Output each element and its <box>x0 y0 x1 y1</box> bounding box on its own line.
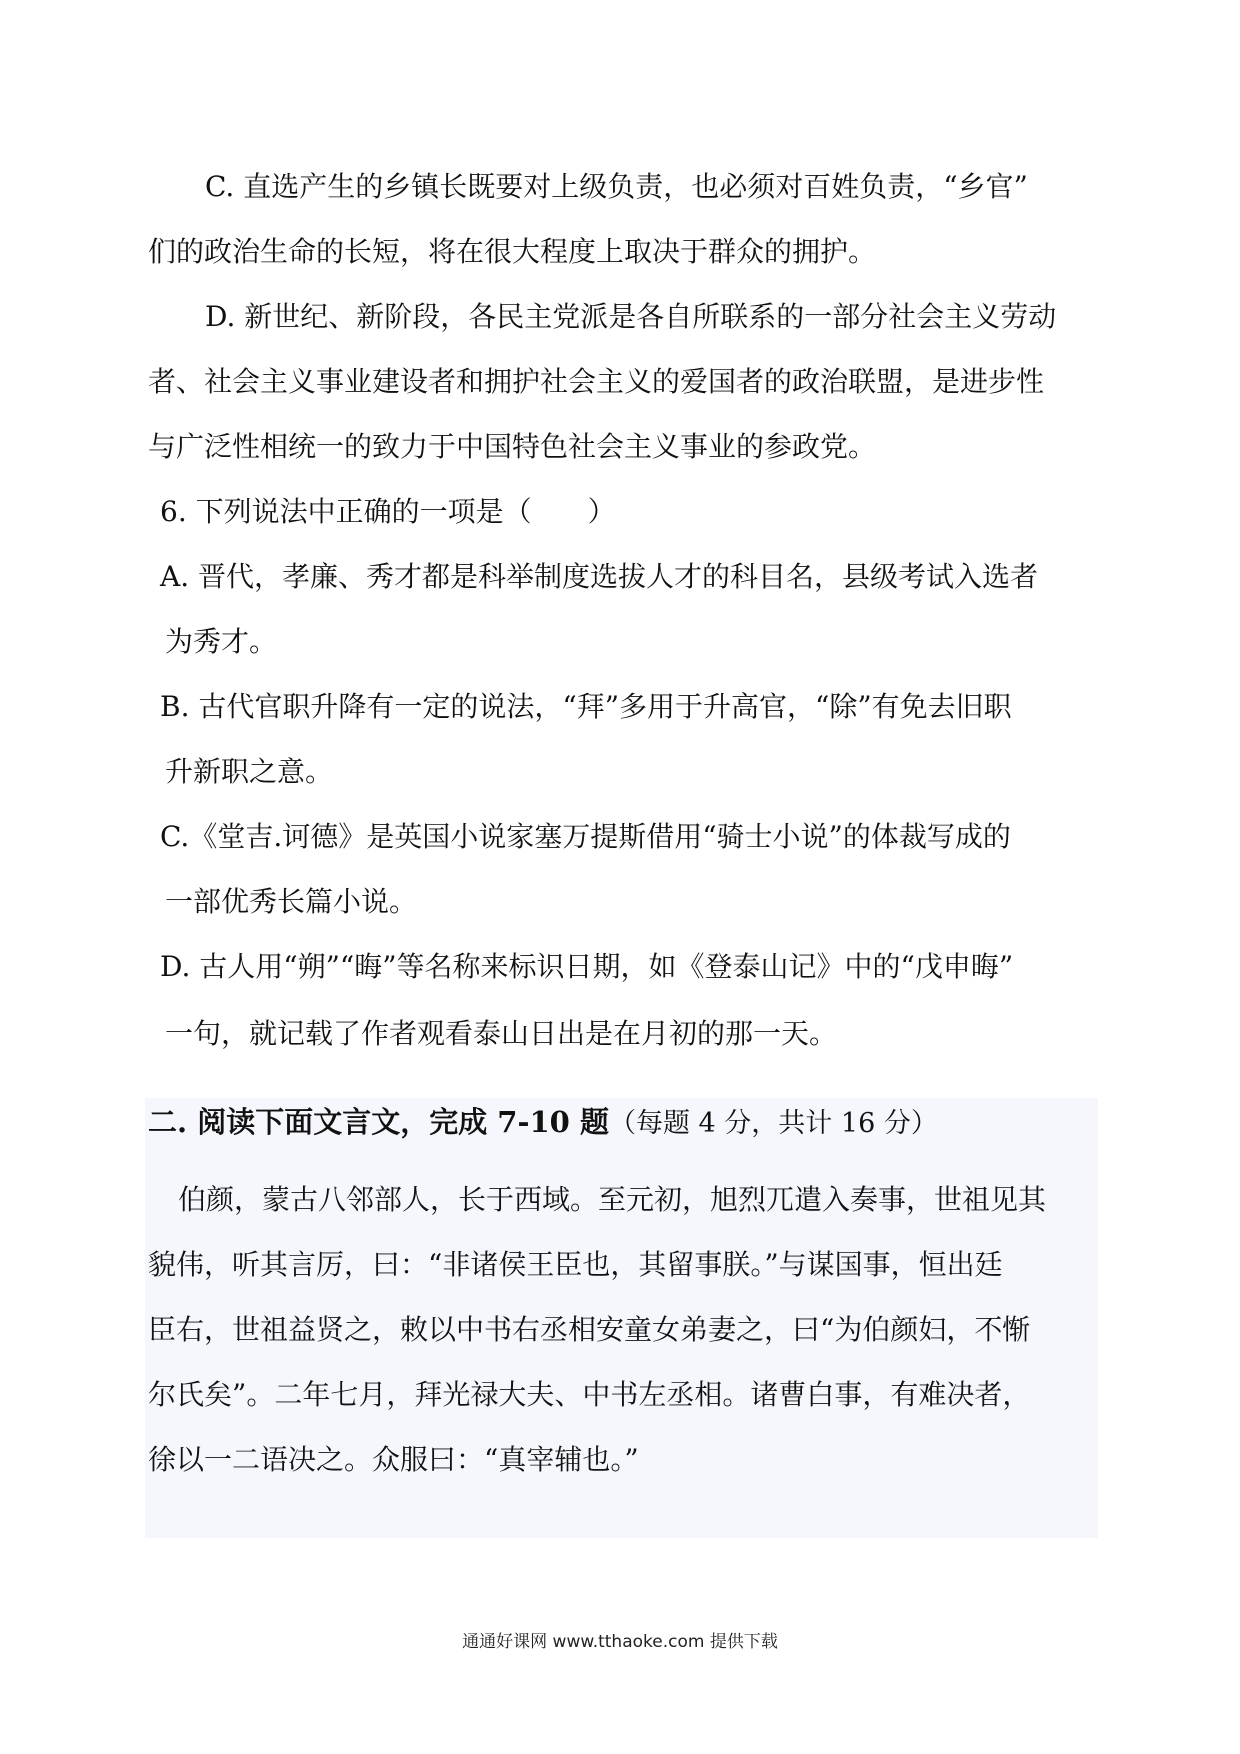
passage-line-3: 臣右，世祖益贤之，敕以中书右丞相安童女弟妻之，曰“为伯颜妇，不惭 <box>148 1313 1031 1346</box>
paragraph-d-line-3: 与广泛性相统一的致力于中国特色社会主义事业的参政党。 <box>148 430 877 463</box>
passage-line-5: 徐以一二语决之。众服曰：“真宰辅也。” <box>148 1443 639 1476</box>
question-6-option-c-line-1: C.《堂吉.诃德》是英国小说家塞万提斯借用“骑士小说”的体裁写成的 <box>160 820 1011 853</box>
question-6-option-b-line-1: B. 古代官职升降有一定的说法，“拜”多用于升高官，“除”有免去旧职 <box>160 690 1012 723</box>
question-6-stem: 6. 下列说法中正确的一项是（ ） <box>160 495 616 528</box>
question-6-option-a-line-1: A. 晋代，孝廉、秀才都是科举制度选拔人才的科目名，县级考试入选者 <box>160 560 1039 593</box>
question-6-option-d-line-2: 一句，就记载了作者观看泰山日出是在月初的那一天。 <box>165 1017 838 1050</box>
passage-line-2: 貌伟，听其言厉，曰：“非诸侯王臣也，其留事朕。”与谋国事，恒出廷 <box>148 1248 1003 1281</box>
question-6-option-c-line-2: 一部优秀长篇小说。 <box>165 885 418 918</box>
passage-line-1: 伯颜，蒙古八邻部人，长于西域。至元初，旭烈兀遣入奏事，世祖见其 <box>178 1183 1047 1216</box>
section-2-heading <box>148 1100 938 1141</box>
question-6-option-a-line-2: 为秀才。 <box>165 625 278 658</box>
paragraph-c-line-1: C. 直选产生的乡镇长既要对上级负责，也必须对百姓负责，“乡官” <box>205 170 1028 203</box>
paragraph-d-line-1: D. 新世纪、新阶段，各民主党派是各自所联系的一部分社会主义劳动 <box>205 300 1057 333</box>
footer-download-note: 通通好课网 www.tthaoke.com 提供下载 <box>462 1632 778 1652</box>
question-6-option-d-line-1: D. 古人用“朔”“晦”等名称来标识日期，如《登泰山记》中的“戊申晦” <box>160 950 1014 983</box>
passage-line-4: 尔氏矣”。二年七月，拜光禄大夫、中书左丞相。诸曹白事，有难决者， <box>148 1378 1031 1411</box>
question-6-option-b-line-2: 升新职之意。 <box>165 755 334 788</box>
section-2-heading-note: （每题 4 分，共计 16 分） <box>608 1108 938 1139</box>
paragraph-d-line-2: 者、社会主义事业建设者和拥护社会主义的爱国者的政治联盟，是进步性 <box>148 365 1045 398</box>
paragraph-c-line-2: 们的政治生命的长短，将在很大程度上取决于群众的拥护。 <box>148 235 877 268</box>
section-2-heading-title: 二. 阅读下面文言文，完成 7-10 题 <box>148 1105 609 1139</box>
